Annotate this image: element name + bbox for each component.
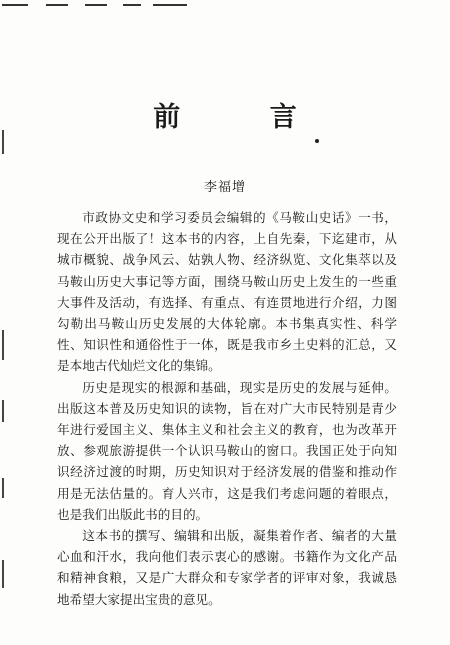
scan-mark <box>123 4 141 6</box>
ink-dot <box>315 139 319 143</box>
paragraph: 历史是现实的根源和基础，现实是历史的发展与延伸。出版这本普及历史知识的读物，旨在对广大市民特别是青少年进行爱国主义、集体主义和社会主义的教育，也为改革开放、参观旅游提供一个认识马鞍山的窗口。我国正处于向知识经济过渡的时期，历史知识对于经济发展的借鉴和推动作用是无法估量的。育人兴市，这是我们考虑问题的着眼点，也是我们出版此书的目的。 <box>57 379 397 522</box>
scan-mark <box>85 4 107 6</box>
scan-artifact-top <box>0 0 450 10</box>
paragraph: 市政协文史和学习委员会编辑的《马鞍山史话》一书，现在公开出版了！这本书的内容，上自先秦，下迄建市，从城市概貌、战争风云、姑孰人物、经济纵览、文化集萃以及马鞍山历史大事记等方面，围绕马鞍山历史上发生的一些重大事件及活动，有选择、有重点、有连贯地进行介绍，力图勾勒出马鞍山历史发展的大体轮廓。本书集真实性、科学性、知识性和通俗性于一体，既是我市乡土史料的汇总，又是本地古代灿烂文化的集锦。 <box>57 210 397 374</box>
paragraph: 这本书的撰写、编辑和出版，凝集着作者、编者的大量心血和汗水，我向他们表示衷心的感谢。书籍作为文化产品和精神食粮，又是广大群众和专家学者的评审对象，我诚恳地希望大家提出宝贵的意见。 <box>57 528 397 607</box>
binding-mark <box>2 330 4 360</box>
binding-mark <box>2 478 4 498</box>
scan-mark <box>153 4 187 6</box>
scan-mark <box>46 4 68 6</box>
author-name: 李福增 <box>203 180 246 195</box>
body-text <box>57 207 397 610</box>
page-title: 前 言 <box>153 102 337 133</box>
binding-mark <box>2 400 4 422</box>
binding-mark <box>2 560 4 588</box>
